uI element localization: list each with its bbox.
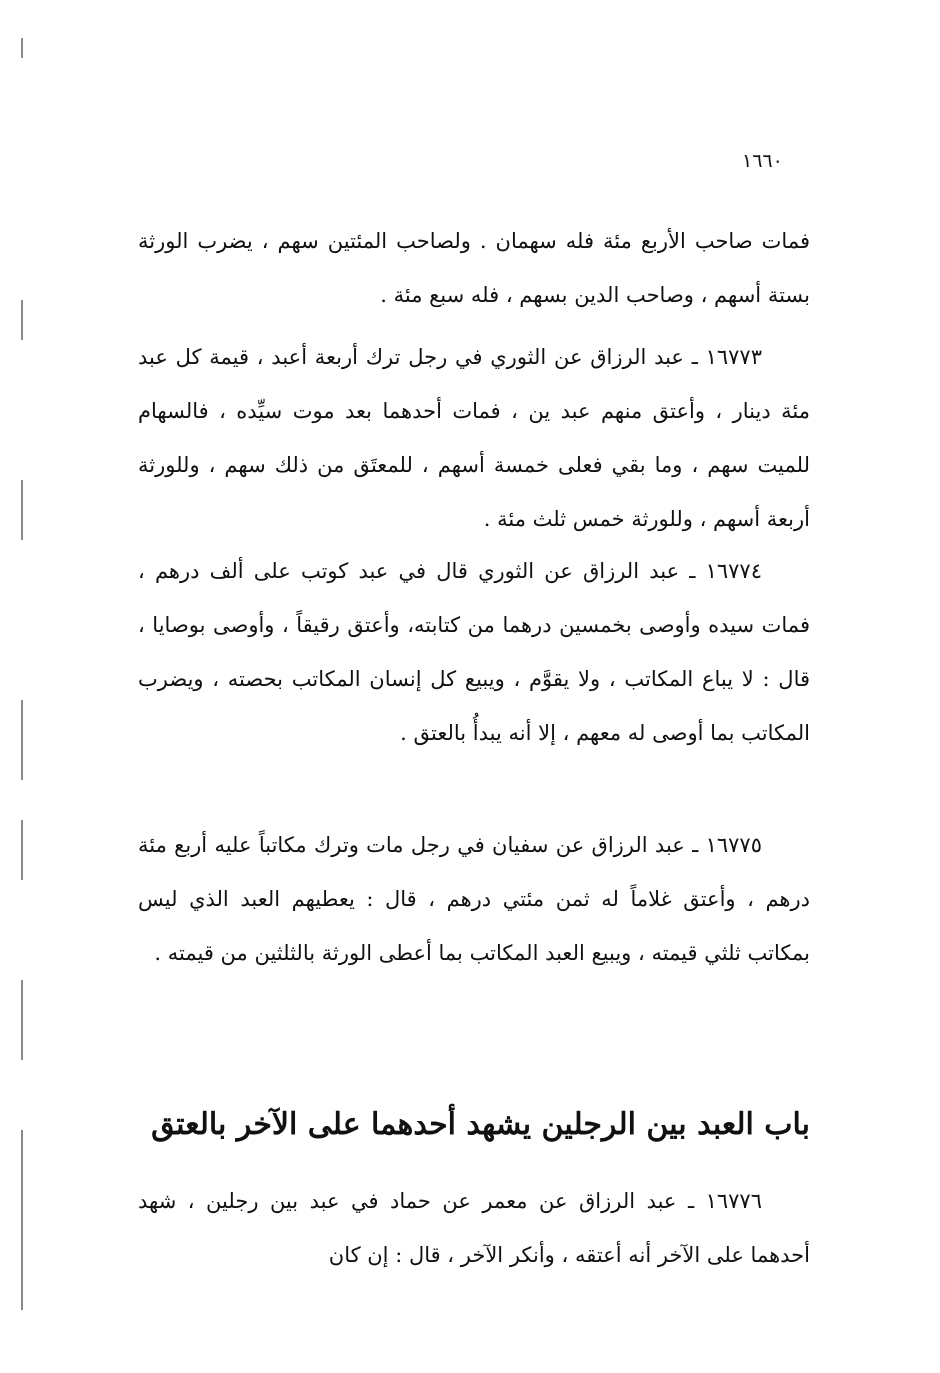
paragraph-hadith-16776 bbox=[138, 1174, 810, 1282]
page-edge-line bbox=[21, 980, 23, 1060]
page-edge-line bbox=[21, 1130, 23, 1310]
paragraph-text: ١٦٧٧٥ ـ عبد الرزاق عن سفيان في رجل مات وترك مكاتباً عليه أربع مئة درهم ، وأعتق غلاماً له ثمن مئتي درهم ، قال : يعطيهم العبد الذي ليس بمكاتب ثلثي قيمته ، ويبيع العبد المكاتب بما أعطى الورثة بالثلثين من قيمته . bbox=[138, 833, 810, 965]
paragraph-text: ١٦٧٧٦ ـ عبد الرزاق عن معمر عن حماد في عبد بين رجلين ، شهد أحدهما على الآخر أنه أعتقه ، وأنكر الآخر ، قال : إن كان bbox=[138, 1189, 810, 1267]
page-edge-line bbox=[21, 480, 23, 540]
page-edge-line bbox=[21, 300, 23, 340]
page-edge-line bbox=[21, 820, 23, 880]
paragraph bbox=[138, 214, 810, 322]
paragraph-hadith-16775 bbox=[138, 818, 810, 980]
page-number: ١٦٦٠ bbox=[742, 150, 783, 172]
paragraph-hadith-16774 bbox=[138, 544, 810, 760]
chapter-heading: باب العبد بين الرجلين يشهد أحدهما على الآخر بالعتق bbox=[151, 1107, 810, 1142]
paragraph-text: ١٦٧٧٣ ـ عبد الرزاق عن الثوري في رجل ترك أربعة أعبد ، قيمة كل عبد مئة دينار ، وأعتق منهم عبد ين ، فمات أحدهما بعد موت سيِّده ، فالسهام للميت سهم ، وما بقي فعلى خمسة أسهم ، للمعتَق من ذلك سهم ، وللورثة أربعة أسهم ، وللورثة خمس ثلث مئة . bbox=[138, 345, 810, 531]
paragraph-text: فمات صاحب الأربع مئة فله سهمان . ولصاحب المئتين سهم ، يضرب الورثة بستة أسهم ، وصاحب الدين بسهم ، فله سبع مئة . bbox=[138, 229, 810, 307]
page-edge-line bbox=[21, 38, 23, 58]
paragraph-text: ١٦٧٧٤ ـ عبد الرزاق عن الثوري قال في عبد كوتب على ألف درهم ، فمات سيده وأوصى بخمسين درهما من كتابته، وأعتق رقيقاً ، وأوصى بوصايا ، قال : لا يباع المكاتب ، ولا يقوَّم ، ويبيع كل إنسان المكاتب بحصته ، ويضرب المكاتب بما أوصى له معهم ، إلا أنه يبدأُ بالعتق . bbox=[138, 559, 810, 745]
paragraph-hadith-16773 bbox=[138, 330, 810, 546]
page-edge-line bbox=[21, 700, 23, 780]
